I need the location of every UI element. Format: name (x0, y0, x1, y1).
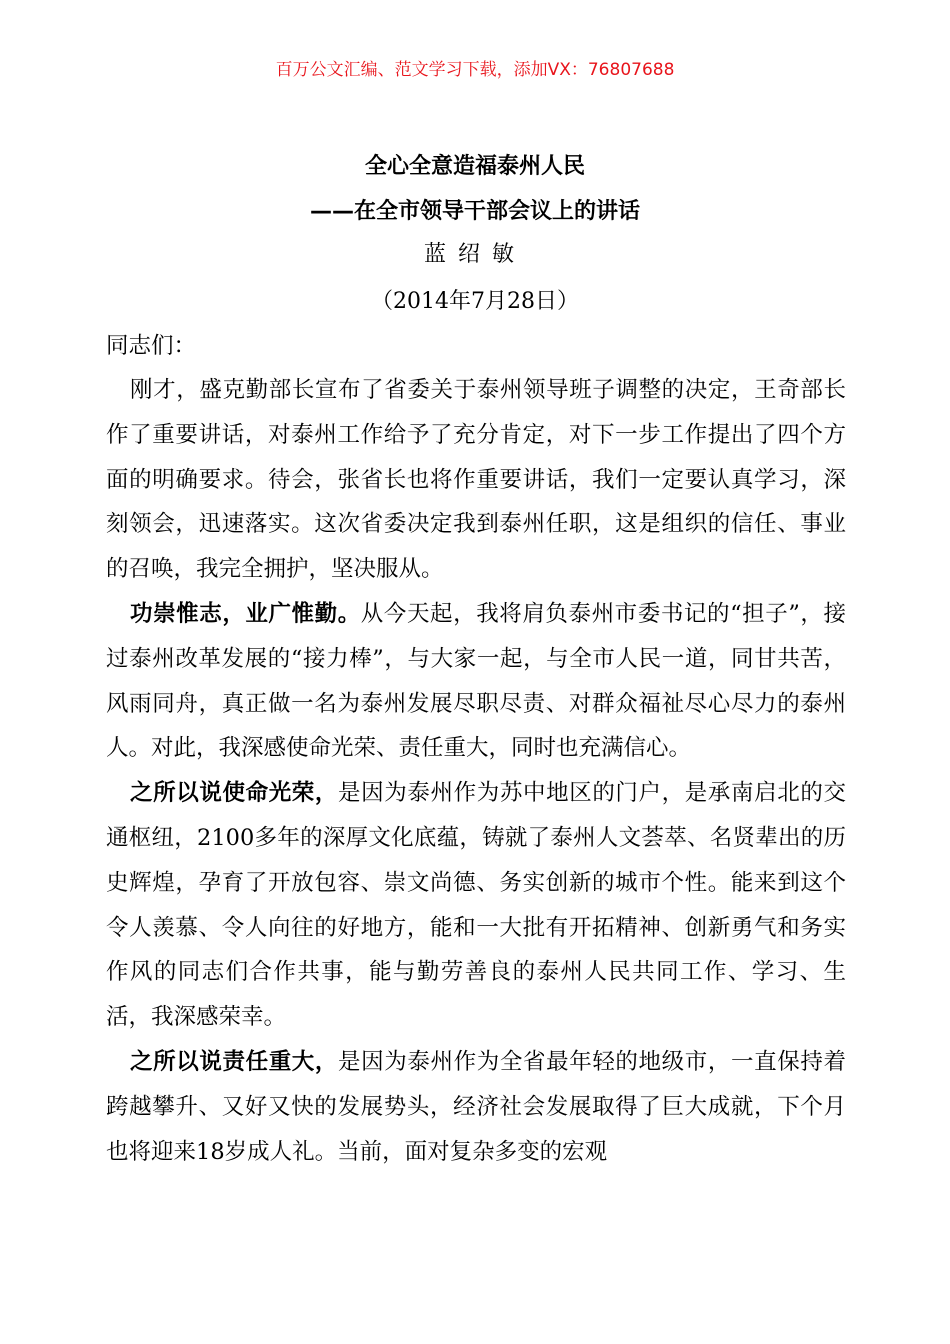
paragraph (106, 771, 846, 1040)
paragraph-lead: 之所以说责任重大， (130, 1048, 339, 1075)
promo-header: 百万公文汇编、范文学习下载，添加VX：76807688 (275, 60, 675, 80)
paragraph-lead: 之所以说使命光荣， (130, 780, 339, 807)
paragraph-text: 是因为泰州作为全省最年轻的地级市，一直保持着跨越攀升、又好又快的发展势头，经济社会发展取得了巨大成就，下个月也将迎来18岁成人礼。当前，面对复杂多变的宏观 (106, 1048, 846, 1165)
paragraph (106, 368, 846, 592)
paragraph-text: 从今天起，我将肩负泰州市委书记的“担子”，接过泰州改革发展的“接力棒”，与大家一起，与全市人民一道，同甘共苦，风雨同舟，真正做一名为泰州发展尽职尽责、对群众福祉尽心尽力的泰州人。对此，我深感使命光荣、责任重大，同时也充满信心。 (106, 600, 846, 762)
paragraph (106, 592, 846, 771)
paragraph-text: 刚才，盛克勤部长宣布了省委关于泰州领导班子调整的决定，王奇部长作了重要讲话，对泰州工作给予了充分肯定，对下一步工作提出了四个方面的明确要求。待会，张省长也将作重要讲话，我们一定要认真学习，深刻领会，迅速落实。这次省委决定我到泰州任职，这是组织的信任、事业的召唤，我完全拥护，坚决服从。 (106, 377, 846, 583)
document-body (106, 368, 846, 1174)
speech-date: （2014年7月28日） (371, 289, 579, 314)
document-subtitle: ——在全市领导干部会议上的讲话 (309, 199, 640, 224)
document-title: 全心全意造福泰州人民 (364, 154, 585, 179)
greeting: 同志们： (106, 333, 197, 359)
author-name: 蓝绍敏 (423, 242, 526, 267)
paragraph (106, 1040, 846, 1174)
paragraph-lead: 功崇惟志，业广惟勤。 (130, 600, 361, 627)
paragraph-text: 是因为泰州作为苏中地区的门户，是承南启北的交通枢纽，2100多年的深厚文化底蕴，铸就了泰州人文荟萃、名贤辈出的历史辉煌，孕育了开放包容、崇文尚德、务实创新的城市个性。能来到这个令人羡慕、令人向往的好地方，能和一大批有开拓精神、创新勇气和务实作风的同志们合作共事，能与勤劳善良的泰州人民共同工作、学习、生活，我深感荣幸。 (106, 780, 846, 1031)
